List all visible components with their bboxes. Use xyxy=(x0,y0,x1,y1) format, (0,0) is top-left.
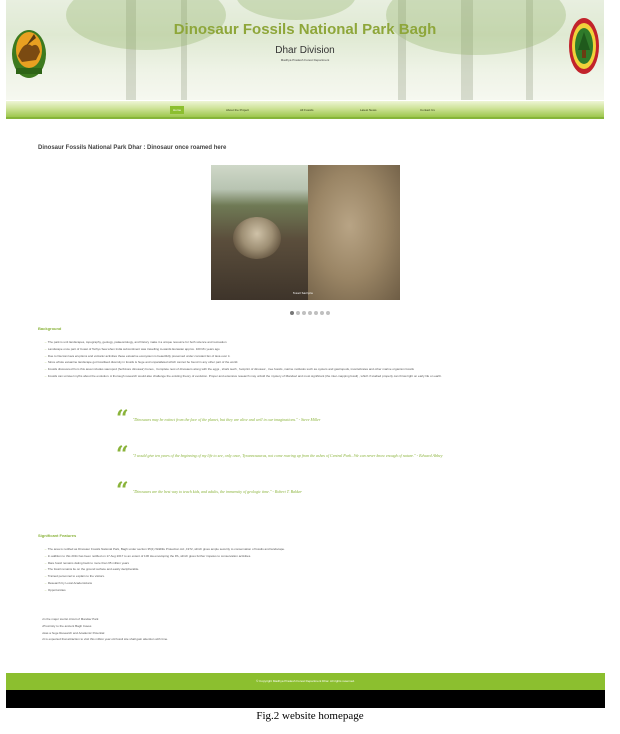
department-subtitle: Madhya Pradesh Forest Department xyxy=(280,58,330,62)
slider-dot[interactable] xyxy=(320,311,324,315)
quote-mark-icon: “ xyxy=(116,406,129,432)
significant-features-list xyxy=(44,546,584,594)
quote-mark-icon: “ xyxy=(116,442,129,468)
image-slider[interactable] xyxy=(211,165,400,300)
list-item: → Opportunities xyxy=(44,587,584,594)
list-item: → In addition to this 2011 has been notified on 17 Aug 2017 to an extent of 106 Ha enveloping the PA, which gives further impetus to conservation activities. xyxy=(44,553,584,560)
slider-dot[interactable] xyxy=(326,311,330,315)
list-item: → Since whole estuarine landscape got fossilised diversity in fossils is huge and unparalleled which cannot be found in any other part of the world. xyxy=(44,359,584,366)
list-item: → Rare fossil remains dating back to more than 65 million years xyxy=(44,560,584,567)
quote-text: "I would give ten years of the beginning of my life to see, only once, Tyrannosaurus, not come roaring up from the ashes of Central Park...We can never know enough of nature." - Edward Abbey xyxy=(132,452,443,458)
quote-text: "Dinosaurs may be extinct from the face of the planet, but they are alive and well in our imaginations." - Steve Miller xyxy=(132,416,321,422)
nav-item-latest-news[interactable]: Latest News xyxy=(360,108,377,112)
page-heading: Dinosaur Fossils National Park Dhar : Dinosaur once roamed here xyxy=(38,145,227,151)
slider-dots xyxy=(290,311,330,317)
figure-caption: Fig.2 website homepage xyxy=(256,710,364,722)
forest-department-emblem-icon[interactable] xyxy=(568,16,600,76)
slider-dot[interactable] xyxy=(296,311,300,315)
opportunities-list xyxy=(42,616,582,643)
significant-features-heading: Significant Features xyxy=(38,533,77,538)
list-item: • Proximity to the ancient Bagh Caves xyxy=(42,623,582,630)
list-item: • Has a huge Research and Academic Potential xyxy=(42,630,582,637)
slide-caption: fossil Sample xyxy=(293,291,313,295)
list-item: • It is expected that attraction to visit this million year old fossil site shall gain attention with time. xyxy=(42,636,582,643)
site-title: Dinosaur Fossils National Park Bagh xyxy=(173,21,437,38)
quote-text: "Dinosaurs are the best way to teach kids, and adults, the immensity of geologic time." - Robert T. Bakker xyxy=(132,488,302,494)
list-item: → The area is notified as Dinosaur Fossils National Park, Bagh under section 35(1) Wildlife Protection Act ,1972, which gives ample security to conservation of fossils and landscape. xyxy=(44,546,584,553)
list-item: → Due to Deccan lava eruptions and volcanic activities these estuarine ecosystem is beautifully preserved under constant fan of lava over it. xyxy=(44,353,584,360)
slider-dot[interactable] xyxy=(308,311,312,315)
nav-item-about-project[interactable]: About the Project xyxy=(226,108,250,112)
fossil-shell-image xyxy=(233,217,281,259)
list-item: • In the major tourist circuit of Mandav Park xyxy=(42,616,582,623)
list-item: → Landscape once part of Coast of Tethys Sea when India subcontinent was travelling to-wards Eurasian approx. 100 Mn years ago xyxy=(44,346,584,353)
list-item: → Research by Local Academicians xyxy=(44,580,584,587)
quote-mark-icon: “ xyxy=(116,478,129,504)
slider-dot[interactable] xyxy=(314,311,318,315)
division-title: Dhar Division xyxy=(275,45,335,56)
list-item: → Fossils can unravel myths about the evolution. A thorough research would also challenge the existing theory of evolution. Proper and extensive research may unfold the mystery of Mandavi and most significant (the inter-mapping fossil) , which if studied properly can throw light on early life on earth. xyxy=(44,373,584,380)
nav-item-contact-us[interactable]: Contact Us xyxy=(420,108,435,112)
list-item: → The fossil remains lie on the ground surface and easily decipherable. xyxy=(44,566,584,573)
quote-block xyxy=(116,478,302,504)
slider-dot[interactable] xyxy=(290,311,294,315)
fossil-photo-rock xyxy=(211,165,308,300)
nav-item-home[interactable]: Home xyxy=(170,106,184,114)
slider-dot[interactable] xyxy=(302,311,306,315)
list-item: → Trained personnel to explain to the visitors. xyxy=(44,573,584,580)
footer-bar xyxy=(6,690,605,708)
copyright-text: © Copyright Madhya Pradesh Forest Department Dhar. All rights reserved. xyxy=(256,679,355,683)
site-header xyxy=(6,0,604,100)
background-list xyxy=(44,339,584,380)
quote-block xyxy=(116,442,443,468)
quote-block xyxy=(116,406,321,432)
main-navigation xyxy=(6,101,604,119)
nav-item-all-fossils[interactable]: All Fossils xyxy=(300,108,314,112)
fossil-photo-egg xyxy=(308,165,400,300)
footer xyxy=(6,673,605,690)
background-heading: Background xyxy=(38,326,62,331)
list-item: → Fossils discovered from this area includes sauropod (herbivore dinosaur) bones , Complete nest of dinosaurs along with the eggs , shark teeth , footprint of dinosaur , tree fossils ,marine mollusks such as oysters and gastropods, invertebrates and other marine organism fossils xyxy=(44,366,584,373)
list-item: → The park is unit landscapes, topography, geology, palaeontology, and history make it a unique resource for both science and recreation xyxy=(44,339,584,346)
